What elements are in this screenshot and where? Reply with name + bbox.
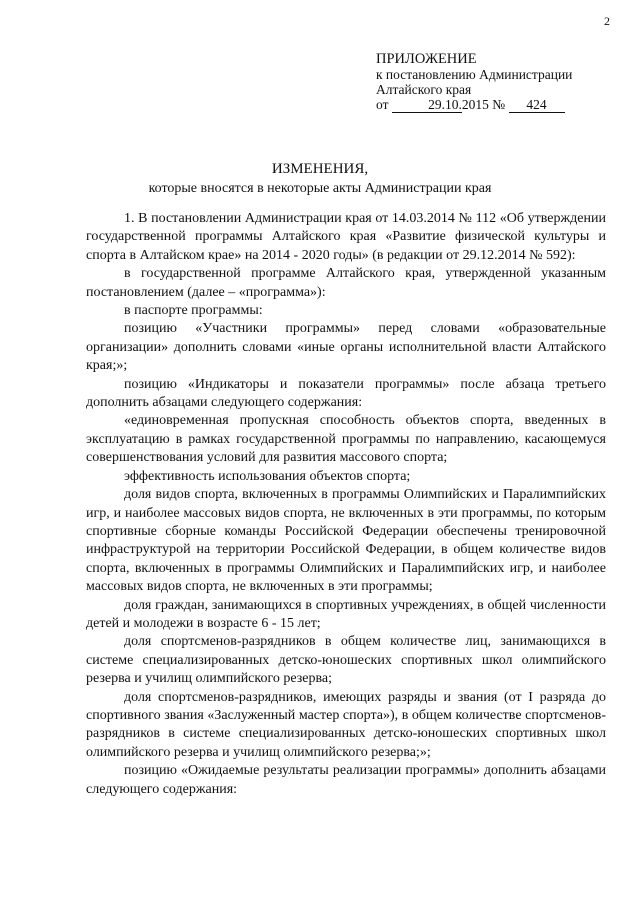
paragraph: доля спортсменов-разрядников в общем количестве лиц, занимающихся в системе специализированных детско-юношеских спортивных школ олимпийского резерва и училищ олимпийского резерва;	[86, 634, 606, 687]
paragraph: доля видов спорта, включенных в программы Олимпийских и Паралимпийских игр, и наиболее массовых видов спорта, не включенных в эти программы, по которым спортивные сборные команды Российской Федерации обеспечены тренировочной инфраструктурой на территории Российской Федерации, в общем количестве видов спорта, включенных в программы Олимпийских и Паралимпийских игр, и наиболее массовых видов спорта, не включенных в эти программы;	[86, 487, 606, 595]
page-number: 2	[604, 14, 610, 28]
number-value: 424	[509, 98, 565, 113]
year-text: 2015 №	[461, 97, 506, 112]
date-value: 29.10.	[392, 98, 462, 113]
appendix-date-line	[376, 97, 626, 113]
document-body	[86, 210, 606, 799]
paragraph: в паспорте программы:	[124, 303, 263, 319]
appendix-line-2: Алтайского края	[376, 82, 472, 97]
paragraph: эффективность использования объектов спорта;	[124, 468, 411, 484]
appendix-block	[376, 52, 626, 113]
paragraph: 1. В постановлении Администрации края от 14.03.2014 № 112 «Об утверждении государственной программы Алтайского края «Развитие физической культуры и спорта в Алтайском крае» на 2014 - 2020 годы» (в редакции от 29.12.2014 № 592):	[86, 211, 606, 263]
date-prefix: от	[376, 97, 389, 112]
paragraph: позицию «Участники программы» перед словами «образовательные организации» дополнить словами «иные органы исполнительной власти Алтайского края;»;	[86, 321, 606, 374]
paragraph: «единовременная пропускная способность объектов спорта, введенных в эксплуатацию в рамках государственной программы по направлению, касающемуся совершенствования условий для развития массового спорта;	[86, 413, 606, 466]
paragraph: позицию «Индикаторы и показатели программы» после абзаца третьего дополнить абзацами следующего содержания:	[86, 376, 606, 411]
paragraph: в государственной программе Алтайского края, утвержденной указанным постановлением (далее – «программа»):	[86, 266, 606, 300]
heading-title: ИЗМЕНЕНИЯ,	[271, 161, 369, 177]
appendix-line-1: к постановлению Администрации	[376, 67, 573, 82]
paragraph: доля граждан, занимающихся в спортивных учреждениях, в общей численности детей и молодежи в возрасте 6 - 15 лет;	[86, 597, 606, 631]
heading-subtitle: которые вносятся в некоторые акты Администрации края	[148, 181, 492, 196]
paragraph: позицию «Ожидаемые результаты реализации программы» дополнить абзацами следующего содержания:	[86, 763, 606, 797]
paragraph: доля спортсменов-разрядников, имеющих разряды и звания (от I разряда до спортивного звания «Заслуженный мастер спорта»), в общем количестве спортсменов-разрядников в системе специализированных детско-юношеских спортивных школ олимпийского резерва и училищ олимпийского резерва;»;	[86, 689, 606, 760]
document-heading	[100, 160, 540, 198]
appendix-title: ПРИЛОЖЕНИЕ	[376, 51, 477, 67]
